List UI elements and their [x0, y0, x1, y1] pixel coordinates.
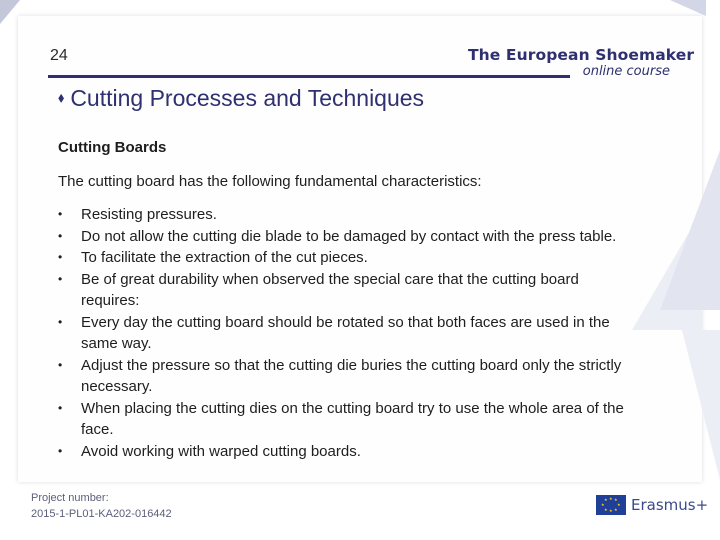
- list-item: [58, 204, 628, 226]
- list-item-text: Resisting pressures.: [81, 206, 217, 223]
- list-item-text: Every day the cutting board should be rotated so that both faces are used in the same way.: [81, 313, 610, 352]
- bullet-icon: •: [58, 443, 63, 458]
- list-item: [58, 226, 628, 248]
- logo-title: The European Shoemaker: [468, 46, 695, 64]
- list-item-text: To facilitate the extraction of the cut pieces.: [81, 249, 368, 266]
- bullet-icon: •: [58, 207, 63, 221]
- list-item: [58, 247, 628, 269]
- slide-title: [58, 85, 424, 112]
- list-item: [58, 398, 628, 441]
- eu-flag-icon: ★ ★ ★ ★ ★ ★ ★ ★: [596, 495, 626, 515]
- project-info: [31, 490, 172, 522]
- intro-text: The cutting board has the following fundamental characteristics:: [58, 173, 482, 190]
- list-item-text: Be of great durability when observed the special care that the cutting board requires:: [81, 270, 579, 309]
- course-logo: [468, 46, 695, 79]
- bullet-icon: •: [58, 250, 63, 264]
- logo-subtitle: online course: [582, 64, 670, 79]
- bullet-icon: •: [58, 314, 63, 329]
- erasmus-label: Erasmus+: [631, 496, 709, 514]
- bullet-icon: •: [58, 228, 63, 243]
- erasmus-logo: [596, 495, 708, 515]
- project-label: Project number:: [31, 492, 109, 504]
- list-item: [58, 441, 628, 463]
- list-item-text: When placing the cutting dies on the cutting board try to use the whole area of the face.: [81, 399, 624, 438]
- list-item-text: Adjust the pressure so that the cutting die buries the cutting board only the strictly necessary.: [81, 356, 622, 395]
- bullet-icon: •: [58, 271, 63, 286]
- bullet-icon: •: [58, 400, 63, 415]
- project-number: 2015-1-PL01-KA202-016442: [31, 508, 172, 520]
- corner-decoration-top-left: [0, 0, 20, 24]
- decorative-triangle: [682, 330, 720, 480]
- bullet-icon: •: [58, 357, 63, 372]
- slide-title-text: Cutting Processes and Techniques: [70, 85, 425, 111]
- list-item: [58, 312, 628, 355]
- title-bullet-icon: ⬧: [58, 89, 65, 105]
- section-heading: Cutting Boards: [58, 139, 167, 156]
- corner-decoration-top-right: [670, 0, 706, 16]
- list-item: [58, 269, 628, 312]
- characteristics-list: [58, 204, 628, 462]
- page-number: 24: [50, 47, 68, 64]
- list-item-text: Avoid working with warped cutting boards.: [81, 442, 361, 460]
- decorative-triangle: [660, 150, 720, 310]
- list-item: [58, 355, 628, 398]
- list-item-text: Do not allow the cutting die blade to be damaged by contact with the press table.: [81, 227, 617, 245]
